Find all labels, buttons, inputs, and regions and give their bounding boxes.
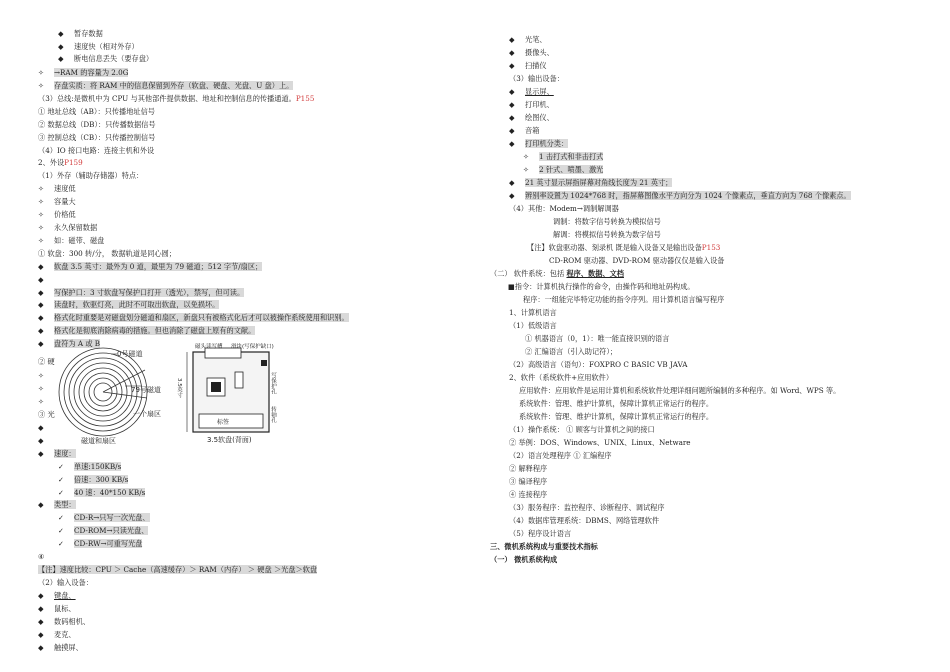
line-text: 单速:150KB/s <box>74 462 122 471</box>
label-size: 3.5英寸 <box>176 378 182 398</box>
line-text: 麦克、 <box>54 630 76 639</box>
right-line <box>490 554 557 566</box>
label-rw-slot: 磁头读写槽 <box>195 344 223 350</box>
line-text: CD-R→只写一次光盘、 <box>74 513 150 522</box>
left-line <box>38 222 97 234</box>
line-text: 2、外设 <box>38 158 65 167</box>
line-text: 类型： <box>54 500 76 509</box>
label-sector: 一个扇区 <box>133 410 161 418</box>
right-line <box>490 268 624 280</box>
left-line <box>38 80 293 92</box>
line-text: 打印机分类： <box>525 139 569 148</box>
line-text: 辨别率设置为 1024*768 时，指屏幕图像水平方向分为 1024 个像素点，垂直方向为 768 个像素点。 <box>525 191 851 200</box>
left-line <box>38 577 93 589</box>
line-text: 21 英寸显示屏指屏幕对角线长度为 21 英寸； <box>525 178 673 187</box>
right-line <box>509 437 691 449</box>
right-line <box>509 424 655 436</box>
bullet-icon: ✧ <box>523 152 530 161</box>
left-line <box>38 499 76 511</box>
line-text: ① 机器语言（0，1）：唯一能直接识别的语言 <box>525 334 670 343</box>
left-line <box>38 157 83 169</box>
right-line <box>509 515 659 527</box>
page-ref: P153 <box>701 243 721 252</box>
left-line <box>38 196 76 208</box>
line-text: 程序：一组能完毕特定功能的指令序列。用计算机语言编写程序 <box>523 295 725 304</box>
right-line <box>549 255 725 267</box>
bullet-icon: ◆ <box>38 591 44 600</box>
line-text: 摄像头、 <box>525 48 554 57</box>
line-text: （3）服务程序：监控程序、诊断程序、调试程序 <box>509 503 665 512</box>
bullet-icon: ◆ <box>38 326 44 335</box>
right-line <box>509 60 547 72</box>
line-text: 光笔、 <box>525 35 547 44</box>
bullet-icon: ◆ <box>509 48 515 57</box>
bullet-icon: ✓ <box>58 488 65 497</box>
left-line <box>38 629 76 641</box>
line-text: 盘符为 A 或 B <box>54 339 101 348</box>
line-text: 【注】速度比较：CPU ＞ Cache（高速缓存）＞ RAM（内存） ＞ 硬盘 ＞光盘＞软盘 <box>38 565 318 574</box>
line-text: 1、计算机语言 <box>509 308 557 317</box>
line-text: 触摸屏、 <box>54 643 83 652</box>
line-text: 如：磁带、磁盘 <box>54 236 105 245</box>
line-text: （3）总线:是微机中为 CPU 与其他部件提供数据、地址和控制信息的传播通道。 <box>38 94 296 103</box>
line-text: 容量大 <box>54 197 76 206</box>
right-line <box>509 476 547 488</box>
line-text: 音箱 <box>525 126 540 135</box>
left-line <box>38 170 143 182</box>
bullet-icon: ◆ <box>509 191 515 200</box>
bullet-icon: ◆ <box>509 100 515 109</box>
left-line <box>38 145 154 157</box>
right-line <box>490 541 598 553</box>
left-line <box>38 448 76 460</box>
right-line <box>509 99 554 111</box>
left-line <box>38 356 55 368</box>
line-text: →RAM 的容量为 2.0G <box>54 68 129 77</box>
emphasis-text: 程序、数据、文档 <box>566 269 624 278</box>
right-line <box>509 47 554 59</box>
left-line <box>38 603 76 615</box>
right-line <box>525 333 669 345</box>
right-line <box>509 372 613 384</box>
line-text: ① 软盘：300 转/分， 数据轨道是同心圆； <box>38 249 176 258</box>
left-line <box>58 461 121 473</box>
left-line <box>58 28 103 40</box>
left-line <box>38 235 104 247</box>
line-text: CD-ROM 驱动器、DVD-ROM 驱动器仅仅是输入设备 <box>549 256 725 265</box>
line-text: ④ 连接程序 <box>509 490 548 499</box>
bullet-icon: ◆ <box>38 275 44 284</box>
line-text: 绘图仪、 <box>525 113 554 122</box>
line-text: 倍速：300 KB/s <box>74 475 129 484</box>
line-text: 应用软件：应用软件是运用计算机和系统软件处理详细问题所编制的多种程序。如 Word、WPS 等。 <box>519 386 841 395</box>
line-text: 格式化时重要是对磁盘划分磁道和扇区，新盘只有被格式化后才可以被操作系统使用和识别。 <box>54 313 349 322</box>
bullet-icon: ◆ <box>38 617 44 626</box>
right-line <box>519 385 840 397</box>
line-text: （2）输入设备： <box>38 578 93 587</box>
bullet-icon: ◆ <box>38 436 44 445</box>
right-line <box>509 190 851 202</box>
line-text: 速度低 <box>54 184 76 193</box>
left-line <box>58 538 142 550</box>
line-text: CD-ROM→只读光盘、 <box>74 526 149 535</box>
left-line <box>38 183 76 195</box>
line-text: （4）IO 接口电路：连接主机和外设 <box>38 146 155 155</box>
line-text: ② 解释程序 <box>509 464 548 473</box>
right-line <box>509 177 672 189</box>
bullet-icon: ◆ <box>38 449 44 458</box>
left-line <box>58 512 150 524</box>
line-text: （1）外存（辅助存储器）特点： <box>38 171 144 180</box>
label-wp-slider: 滑块(写保护缺口) <box>231 344 274 350</box>
right-line <box>509 112 554 124</box>
label-track-0: 0号磁道 <box>117 350 143 358</box>
line-text: 1 击打式和非击打式 <box>539 152 604 161</box>
label-label: 标签 <box>217 419 230 426</box>
line-text: （4）数据库管理系统：DBMS、网络管理软件 <box>509 516 660 525</box>
line-text: （4）其他：Modem→调制解调器 <box>509 204 619 213</box>
bullet-icon: ◆ <box>58 29 64 38</box>
right-line <box>509 450 612 462</box>
bullet-icon: ◆ <box>38 288 44 297</box>
page-ref: P155 <box>295 94 315 103</box>
right-line <box>553 216 661 228</box>
left-line <box>38 132 155 144</box>
line-text: ② 汇编语言（引入助记符）； <box>525 347 618 356</box>
left-line <box>38 248 176 260</box>
line-text: 2、软件（系统软件+应用软件） <box>509 373 614 382</box>
line-text: （2）语言处理程序 ① 汇编程序 <box>509 451 612 460</box>
line-text: 价格低 <box>54 210 76 219</box>
bullet-icon: ◆ <box>38 423 44 432</box>
bullet-icon: ◆ <box>58 54 64 63</box>
bullet-icon: ✧ <box>38 397 45 406</box>
right-line <box>509 86 554 98</box>
bullet-icon: ◆ <box>38 313 44 322</box>
bullet-icon: ◆ <box>38 339 44 348</box>
line-text: 键盘、 <box>54 591 76 600</box>
left-line <box>38 590 76 602</box>
left-line <box>38 422 54 434</box>
bullet-icon: ◆ <box>38 604 44 613</box>
right-line <box>508 281 694 293</box>
left-line <box>38 396 54 408</box>
bullet-icon: ✧ <box>38 371 45 380</box>
line-text: 【注】软盘驱动器、刻录机 既是输入设备又是输出设备 <box>527 243 702 252</box>
left-line <box>38 287 244 299</box>
left-line <box>38 642 83 654</box>
right-line <box>553 229 661 241</box>
line-text: 格式化是彻底消除病毒的措施。但也消除了磁盘上原有的文献。 <box>54 326 256 335</box>
left-line <box>38 551 44 563</box>
left-line <box>38 119 156 131</box>
bullet-icon: ✧ <box>38 210 45 219</box>
page-ref: P159 <box>64 158 83 167</box>
line-text: 打印机、 <box>525 100 554 109</box>
right-line <box>509 138 568 150</box>
line-text: 软盘 3.5 英寸：最外为 0 道，最里为 79 磁道；512 字节/扇区； <box>54 262 263 271</box>
bullet-icon: ◆ <box>38 262 44 271</box>
bullet-icon: ✧ <box>38 197 45 206</box>
bullet-icon: ✧ <box>38 223 45 232</box>
line-text: 暂存数据 <box>74 29 103 38</box>
label-tracks-caption: 磁道和扇区 <box>81 437 116 445</box>
line-text: 数码相机、 <box>54 617 90 626</box>
line-text: ② 硬 <box>38 357 55 366</box>
line-text: （5）程序设计语言 <box>509 529 572 538</box>
line-text: （1）低级语言 <box>509 321 557 330</box>
bullet-icon: ◆ <box>38 500 44 509</box>
bullet-icon: ◆ <box>38 300 44 309</box>
line-text: 三、微机系统构成与重要技术指标 <box>490 542 598 551</box>
left-line <box>38 67 128 79</box>
line-text: 系统软件：管理、维护计算机，保障计算机正常运行的程序。 <box>519 412 714 421</box>
line-text: ① 地址总线（AB）：只传播地址信号 <box>38 107 155 116</box>
line-text: （一） 微机系统构成 <box>490 555 558 564</box>
bullet-icon: ✧ <box>38 68 45 77</box>
floppy-back-figure <box>177 344 289 446</box>
bullet-icon: ✓ <box>58 462 65 471</box>
bullet-icon: ◆ <box>38 630 44 639</box>
line-text: CD-RW→可重写光盘 <box>74 539 143 548</box>
line-text: 永久保留数据 <box>54 223 98 232</box>
left-line <box>38 274 54 286</box>
right-line <box>509 73 564 85</box>
left-line <box>38 209 76 221</box>
line-text: 速度快（相对外存） <box>74 42 139 51</box>
right-line <box>523 294 724 306</box>
label-track-79: 79号磁道 <box>131 386 161 394</box>
line-text: （1）操作系统： ① 顾客与计算机之间的接口 <box>509 425 655 434</box>
line-text: 扫描仪 <box>525 61 547 70</box>
bullet-icon: ◆ <box>509 126 515 135</box>
right-line <box>509 463 547 475</box>
line-text: 2 针式、喷墨、激光 <box>539 165 604 174</box>
right-line <box>519 398 713 410</box>
left-line <box>38 325 255 337</box>
line-text: 显示屏、 <box>525 87 554 96</box>
line-text: ③ 编译程序 <box>509 477 548 486</box>
left-line <box>58 525 148 537</box>
left-line <box>38 93 314 105</box>
line-text: ③ 光 <box>38 410 55 419</box>
label-wp-hole: 写保护孔 <box>270 372 276 394</box>
left-line <box>58 41 139 53</box>
left-line <box>58 474 128 486</box>
line-text: 调制：将数字信号转换为模拟信号 <box>553 217 661 226</box>
left-line <box>58 53 153 65</box>
disk-tracks-figure <box>55 346 165 446</box>
right-line <box>509 320 557 332</box>
bullet-icon: ◆ <box>509 139 515 148</box>
right-line <box>523 151 603 163</box>
right-line <box>509 203 619 215</box>
bullet-icon: ◆ <box>509 178 515 187</box>
line-text: 40 速：40*150 KB/s <box>74 488 146 497</box>
right-line <box>527 242 720 254</box>
bullet-icon: ◆ <box>38 643 44 652</box>
line-text: ③ 控制总线（CB）：只传播控制信号 <box>38 133 156 142</box>
line-text: 鼠标、 <box>54 604 76 613</box>
left-line <box>38 106 155 118</box>
bullet-icon: ✓ <box>58 475 65 484</box>
right-line <box>509 502 665 514</box>
line-text: ② 数据总线（DB）：只传播数据信号 <box>38 120 156 129</box>
bullet-icon: ✧ <box>38 81 45 90</box>
bullet-icon: ◆ <box>509 35 515 44</box>
line-text: 写保护口：3 寸软盘写保护口打开（透光），禁写，但可读。 <box>54 288 245 297</box>
line-text: 存盘实质：将 RAM 中的信息保留到外存（软盘、硬盘、光盘、U 盘）上。 <box>54 81 294 90</box>
right-line <box>525 346 617 358</box>
line-text: （2）高级语言（语句）：FOXPRO C BASIC VB JAVA <box>509 360 688 369</box>
left-line <box>58 487 145 499</box>
left-line <box>38 299 219 311</box>
line-text: 系统软件：管理、维护计算机，保障计算机正常运行的程序。 <box>519 399 714 408</box>
label-axis: 转轴孔 <box>270 406 276 423</box>
bullet-icon: ✓ <box>58 513 65 522</box>
line-text: 读盘时，软驱灯亮，此时不可取出软盘，以免损坏。 <box>54 300 220 309</box>
right-line <box>509 34 547 46</box>
bullet-icon: ◆ <box>509 61 515 70</box>
left-line <box>38 564 317 576</box>
line-text: 解调：将模拟信号转换为数字信号 <box>553 230 661 239</box>
label-floppy-caption: 3.5软盘(背面) <box>207 436 252 444</box>
left-line <box>38 261 262 273</box>
left-line <box>38 383 54 395</box>
right-line <box>523 164 603 176</box>
right-line <box>509 125 539 137</box>
line-text: （3）输出设备： <box>509 74 564 83</box>
bullet-icon: ◆ <box>509 87 515 96</box>
bullet-icon: ◆ <box>58 42 64 51</box>
right-line <box>509 528 571 540</box>
line-text: ■指令：计算机执行操作的命令，由操作码和地址码构成。 <box>508 282 695 291</box>
bullet-icon: ✧ <box>523 165 530 174</box>
right-line <box>519 411 713 423</box>
bullet-icon: ◆ <box>509 113 515 122</box>
line-text: 断电信息丢失（要存盘） <box>74 54 154 63</box>
left-line <box>38 435 54 447</box>
bullet-icon: ✓ <box>58 526 65 535</box>
right-line <box>509 359 688 371</box>
bullet-icon: ✧ <box>38 184 45 193</box>
left-line <box>38 370 54 382</box>
left-line <box>38 312 349 324</box>
bullet-icon: ✧ <box>38 236 45 245</box>
right-line <box>509 489 547 501</box>
line-text: 速度： <box>54 449 76 458</box>
right-line <box>509 307 557 319</box>
line-text: ② 举例：DOS、Windows、UNIX、Linux、Netware <box>509 438 691 447</box>
left-line <box>38 409 55 421</box>
bullet-icon: ✓ <box>58 539 65 548</box>
left-line <box>38 616 90 628</box>
bullet-icon: ✧ <box>38 384 45 393</box>
line-text: （二） 软件系统：包括 <box>490 269 567 278</box>
line-text: ④ <box>38 552 45 561</box>
